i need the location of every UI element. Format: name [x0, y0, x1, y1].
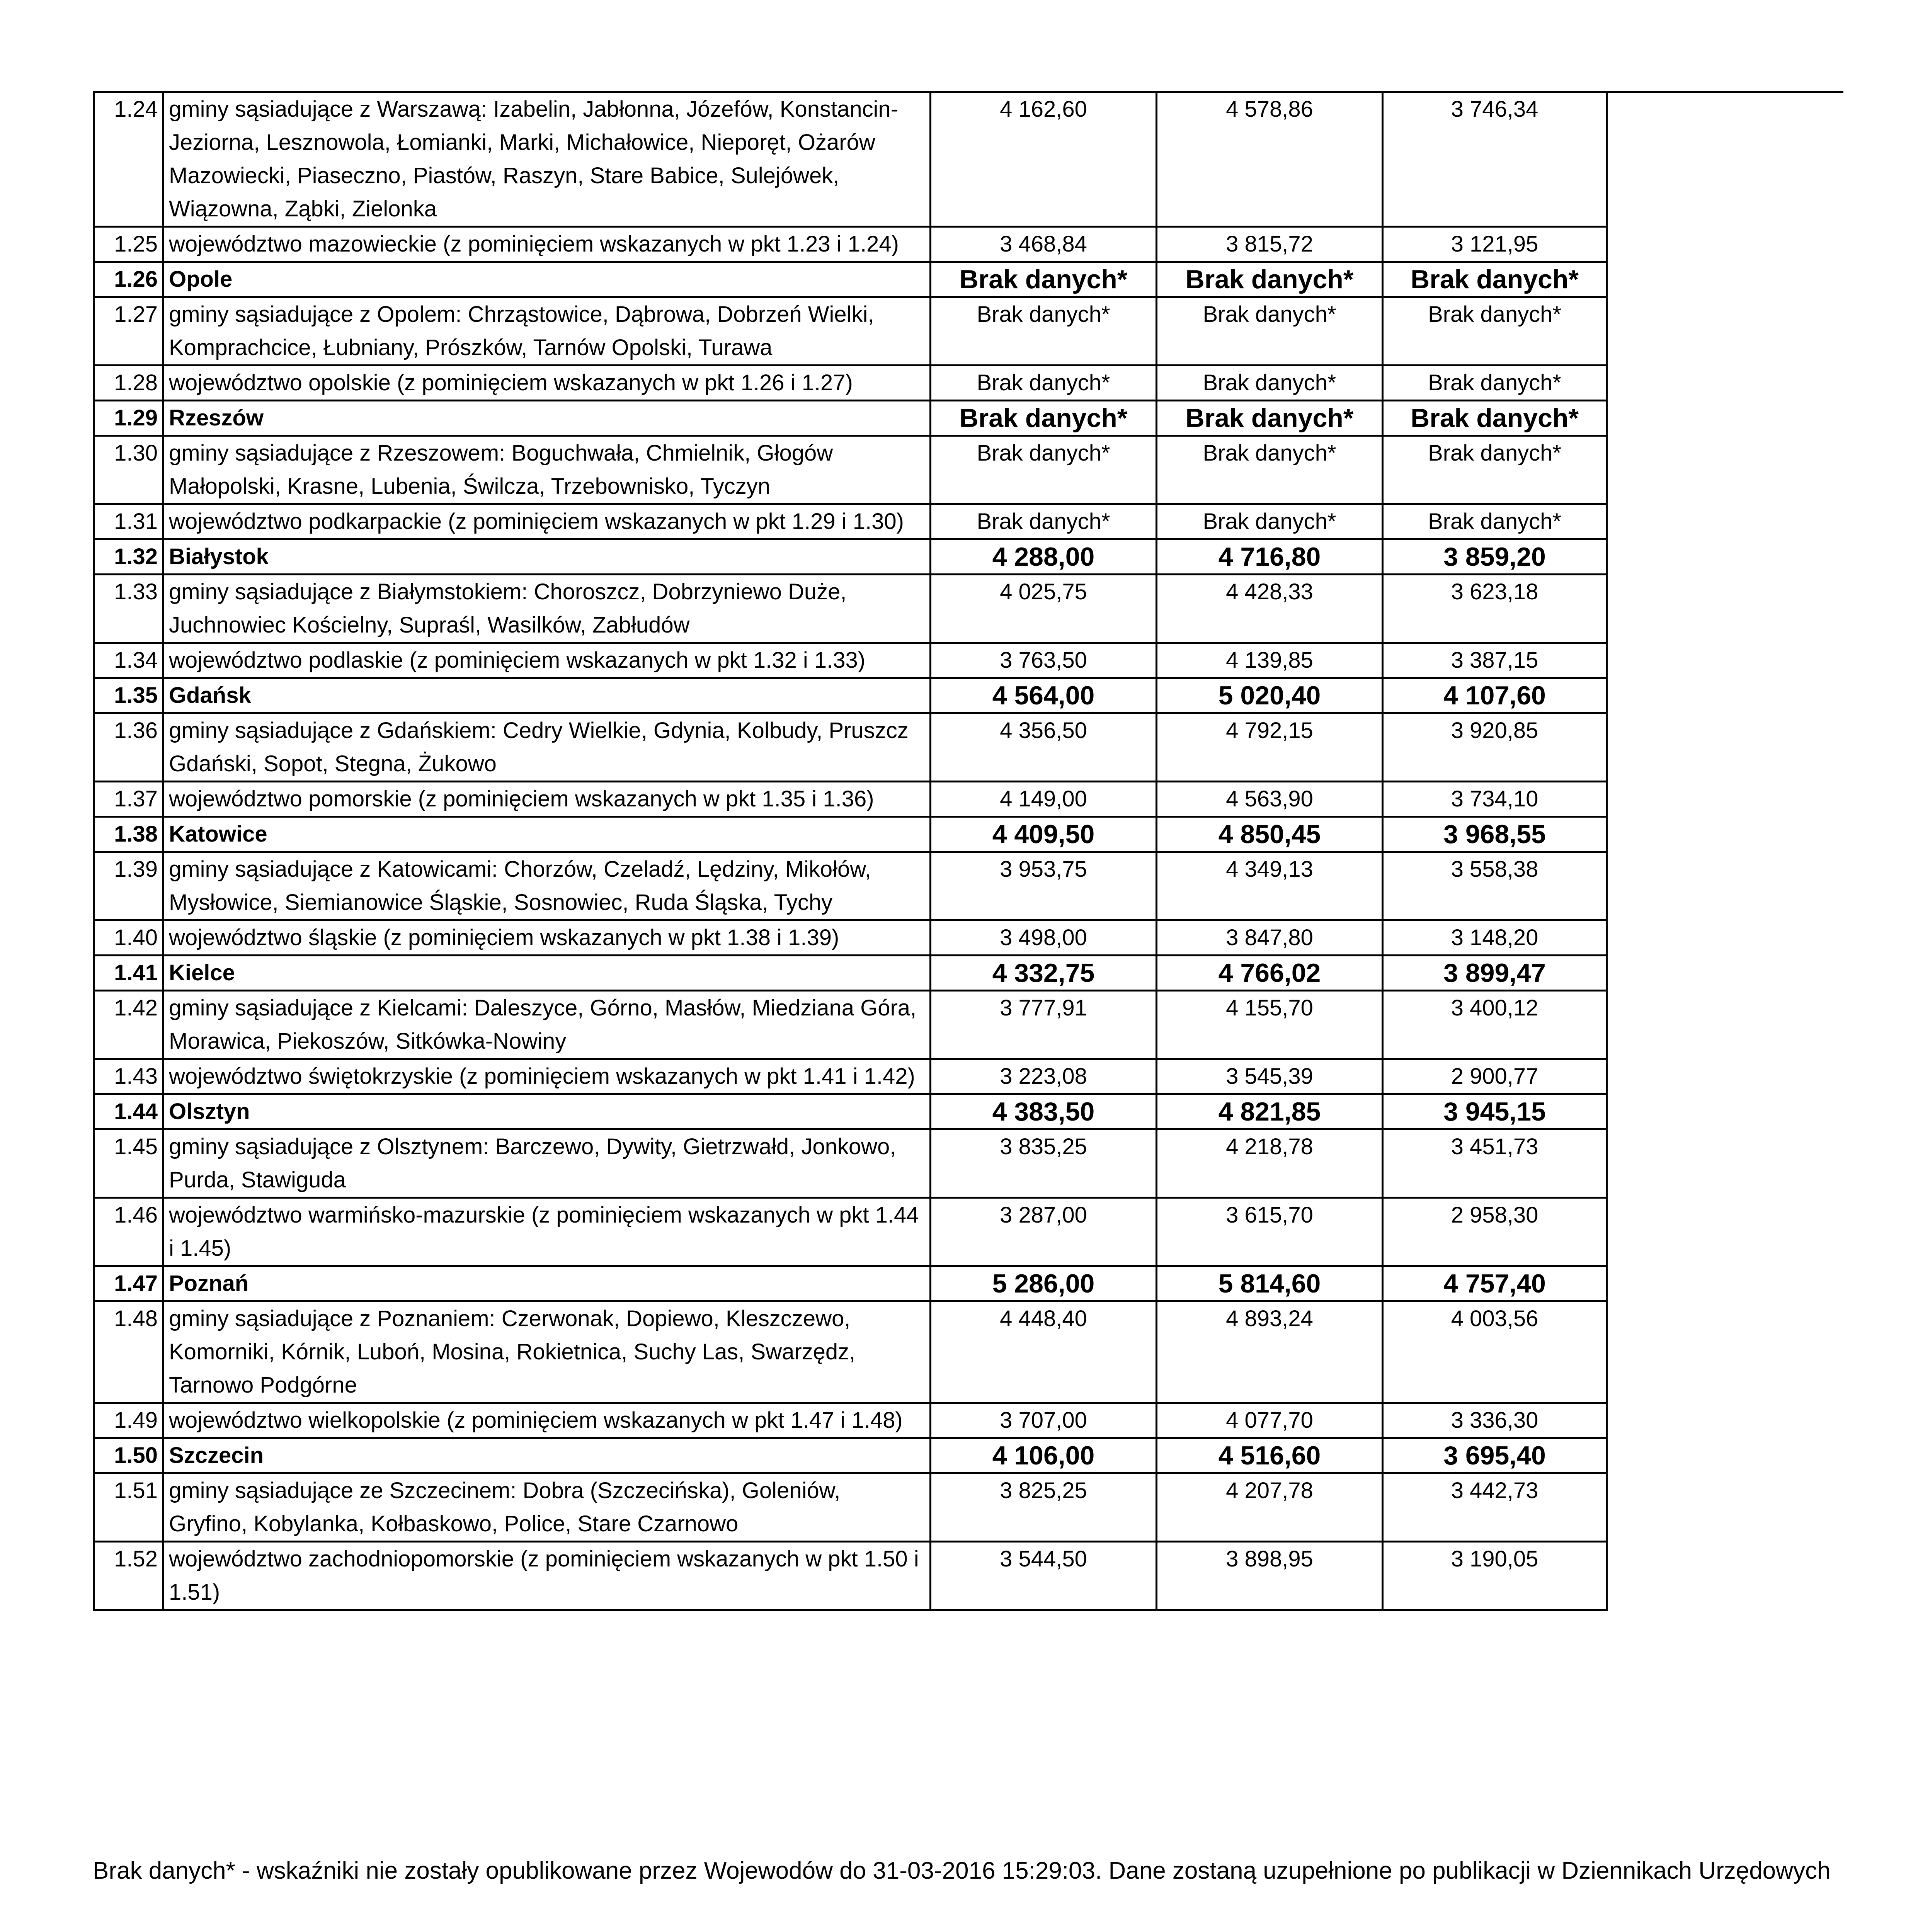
value-col-1: Brak danych* [931, 436, 1157, 504]
row-number: 1.31 [94, 504, 163, 539]
value-col-1: Brak danych* [931, 401, 1157, 436]
row-description: województwo świętokrzyskie (z pominięciem wskazanych w pkt 1.41 i 1.42) [163, 1059, 931, 1094]
row-description: Szczecin [163, 1438, 931, 1473]
row-description: gminy sąsiadujące ze Szczecinem: Dobra (Szczecińska), Goleniów, Gryfino, Kobylanka, Kołbaskowo, Police, Stare Czarnowo [163, 1473, 931, 1542]
table-row [94, 1198, 1607, 1266]
value-col-1: 4 025,75 [931, 575, 1157, 643]
value-col-2: 3 615,70 [1157, 1198, 1383, 1266]
value-col-2: 4 218,78 [1157, 1129, 1383, 1198]
row-description: województwo mazowieckie (z pominięciem wskazanych w pkt 1.23 i 1.24) [163, 227, 931, 262]
row-number: 1.51 [94, 1473, 163, 1542]
row-description: województwo wielkopolskie (z pominięciem wskazanych w pkt 1.47 i 1.48) [163, 1403, 931, 1438]
table-row [94, 1059, 1607, 1094]
row-number: 1.34 [94, 643, 163, 678]
value-col-2: Brak danych* [1157, 366, 1383, 401]
value-col-1: 4 288,00 [931, 539, 1157, 575]
value-col-1: Brak danych* [931, 504, 1157, 539]
value-col-3: 4 003,56 [1383, 1301, 1607, 1403]
row-number: 1.43 [94, 1059, 163, 1094]
value-col-2: 4 349,13 [1157, 852, 1383, 920]
row-number: 1.29 [94, 401, 163, 436]
value-col-3: 4 107,60 [1383, 678, 1607, 713]
value-col-1: Brak danych* [931, 262, 1157, 297]
row-description: gminy sąsiadujące z Białymstokiem: Choroszcz, Dobrzyniewo Duże, Juchnowiec Kościelny, Supraśl, Wasilków, Zabłudów [163, 575, 931, 643]
table-row [94, 1094, 1607, 1129]
row-description: województwo pomorskie (z pominięciem wskazanych w pkt 1.35 i 1.36) [163, 782, 931, 817]
value-col-3: 3 387,15 [1383, 643, 1607, 678]
row-description: województwo podlaskie (z pominięciem wskazanych w pkt 1.32 i 1.33) [163, 643, 931, 678]
value-col-3: 3 336,30 [1383, 1403, 1607, 1438]
value-col-2: 3 545,39 [1157, 1059, 1383, 1094]
row-description: województwo podkarpackie (z pominięciem wskazanych w pkt 1.29 i 1.30) [163, 504, 931, 539]
row-number: 1.24 [94, 92, 163, 227]
value-col-3: Brak danych* [1383, 436, 1607, 504]
value-col-3: 3 623,18 [1383, 575, 1607, 643]
value-col-2: 5 020,40 [1157, 678, 1383, 713]
row-number: 1.44 [94, 1094, 163, 1129]
table-row [94, 1129, 1607, 1198]
value-col-2: 4 716,80 [1157, 539, 1383, 575]
value-col-1: Brak danych* [931, 366, 1157, 401]
row-number: 1.33 [94, 575, 163, 643]
value-col-3: 2 958,30 [1383, 1198, 1607, 1266]
value-col-3: 3 968,55 [1383, 817, 1607, 852]
row-number: 1.40 [94, 920, 163, 956]
row-number: 1.45 [94, 1129, 163, 1198]
value-col-1: 5 286,00 [931, 1266, 1157, 1301]
value-col-3: 3 746,34 [1383, 92, 1607, 227]
row-number: 1.36 [94, 713, 163, 782]
row-number: 1.48 [94, 1301, 163, 1403]
row-description: gminy sąsiadujące z Gdańskiem: Cedry Wielkie, Gdynia, Kolbudy, Pruszcz Gdański, Sopot, Stegna, Żukowo [163, 713, 931, 782]
value-col-1: 3 763,50 [931, 643, 1157, 678]
row-description: województwo opolskie (z pominięciem wskazanych w pkt 1.26 i 1.27) [163, 366, 931, 401]
value-col-3: 3 859,20 [1383, 539, 1607, 575]
row-description: gminy sąsiadujące z Katowicami: Chorzów, Czeladź, Lędziny, Mikołów, Mysłowice, Siemianowice Śląskie, Sosnowiec, Ruda Śląska, Tychy [163, 852, 931, 920]
row-number: 1.28 [94, 366, 163, 401]
value-col-1: 3 835,25 [931, 1129, 1157, 1198]
footnote: Brak danych* - wskaźniki nie zostały opublikowane przez Wojewodów do 31-03-2016 15:29:03. Dane zostaną uzupełnione po publikacji w Dziennikach Urzędowych [93, 1857, 1831, 1884]
table-row [94, 401, 1607, 436]
value-col-3: 3 920,85 [1383, 713, 1607, 782]
row-number: 1.35 [94, 678, 163, 713]
price-index-table [93, 91, 1608, 1611]
value-col-3: 2 900,77 [1383, 1059, 1607, 1094]
value-col-2: 4 428,33 [1157, 575, 1383, 643]
table-row [94, 1301, 1607, 1403]
row-description: Poznań [163, 1266, 931, 1301]
row-number: 1.39 [94, 852, 163, 920]
table-row [94, 817, 1607, 852]
value-col-2: 4 850,45 [1157, 817, 1383, 852]
value-col-1: 3 825,25 [931, 1473, 1157, 1542]
table-row [94, 991, 1607, 1059]
value-col-1: 4 383,50 [931, 1094, 1157, 1129]
value-col-3: 3 190,05 [1383, 1542, 1607, 1610]
row-description: gminy sąsiadujące z Warszawą: Izabelin, Jabłonna, Józefów, Konstancin-Jeziorna, Lesznowola, Łomianki, Marki, Michałowice, Nieporęt, Ożarów Mazowiecki, Piaseczno, Piastów, Raszyn, Stare Babice, Sulejówek, Wiązowna, Ząbki, Zielonka [163, 92, 931, 227]
value-col-2: Brak danych* [1157, 401, 1383, 436]
row-description: województwo zachodniopomorskie (z pominięciem wskazanych w pkt 1.50 i 1.51) [163, 1542, 931, 1610]
row-number: 1.25 [94, 227, 163, 262]
value-col-2: 4 578,86 [1157, 92, 1383, 227]
value-col-1: 3 468,84 [931, 227, 1157, 262]
value-col-1: 4 106,00 [931, 1438, 1157, 1473]
table-row [94, 575, 1607, 643]
value-col-2: 3 898,95 [1157, 1542, 1383, 1610]
value-col-2: Brak danych* [1157, 504, 1383, 539]
row-number: 1.37 [94, 782, 163, 817]
table-row [94, 1542, 1607, 1610]
table-row [94, 366, 1607, 401]
table-row [94, 539, 1607, 575]
row-description: Białystok [163, 539, 931, 575]
value-col-2: 3 847,80 [1157, 920, 1383, 956]
value-col-3: Brak danych* [1383, 366, 1607, 401]
value-col-2: 4 207,78 [1157, 1473, 1383, 1542]
value-col-1: 4 162,60 [931, 92, 1157, 227]
value-col-1: 4 409,50 [931, 817, 1157, 852]
value-col-2: 4 155,70 [1157, 991, 1383, 1059]
table-row [94, 852, 1607, 920]
row-description: gminy sąsiadujące z Opolem: Chrząstowice, Dąbrowa, Dobrzeń Wielki, Komprachcice, Łubniany, Prószków, Tarnów Opolski, Turawa [163, 297, 931, 366]
value-col-2: Brak danych* [1157, 262, 1383, 297]
row-number: 1.32 [94, 539, 163, 575]
value-col-1: 3 544,50 [931, 1542, 1157, 1610]
row-number: 1.30 [94, 436, 163, 504]
row-number: 1.52 [94, 1542, 163, 1610]
row-description: gminy sąsiadujące z Poznaniem: Czerwonak, Dopiewo, Kleszczewo, Komorniki, Kórnik, Luboń, Mosina, Rokietnica, Suchy Las, Swarzędz, Tarnowo Podgórne [163, 1301, 931, 1403]
table-row [94, 1438, 1607, 1473]
table-body [94, 92, 1607, 1610]
value-col-1: 3 953,75 [931, 852, 1157, 920]
table-row [94, 1266, 1607, 1301]
value-col-2: 4 766,02 [1157, 956, 1383, 991]
table-row [94, 262, 1607, 297]
table-row [94, 713, 1607, 782]
value-col-2: 4 821,85 [1157, 1094, 1383, 1129]
row-number: 1.42 [94, 991, 163, 1059]
row-description: województwo warmińsko-mazurskie (z pominięciem wskazanych w pkt 1.44 i 1.45) [163, 1198, 931, 1266]
value-col-3: 3 899,47 [1383, 956, 1607, 991]
value-col-3: 3 451,73 [1383, 1129, 1607, 1198]
row-number: 1.50 [94, 1438, 163, 1473]
table-row [94, 956, 1607, 991]
table-row [94, 643, 1607, 678]
value-col-2: 4 139,85 [1157, 643, 1383, 678]
row-description: województwo śląskie (z pominięciem wskazanych w pkt 1.38 i 1.39) [163, 920, 931, 956]
value-col-2: 4 563,90 [1157, 782, 1383, 817]
value-col-2: 4 516,60 [1157, 1438, 1383, 1473]
table-row [94, 92, 1607, 227]
value-col-3: Brak danych* [1383, 401, 1607, 436]
value-col-2: 4 893,24 [1157, 1301, 1383, 1403]
table-row [94, 1403, 1607, 1438]
row-description: Kielce [163, 956, 931, 991]
value-col-3: Brak danych* [1383, 297, 1607, 366]
table-row [94, 1473, 1607, 1542]
value-col-3: 3 734,10 [1383, 782, 1607, 817]
value-col-3: 3 400,12 [1383, 991, 1607, 1059]
value-col-3: 3 148,20 [1383, 920, 1607, 956]
value-col-2: 5 814,60 [1157, 1266, 1383, 1301]
value-col-3: Brak danych* [1383, 504, 1607, 539]
value-col-2: 4 077,70 [1157, 1403, 1383, 1438]
row-description: Opole [163, 262, 931, 297]
table-row [94, 297, 1607, 366]
table-row [94, 227, 1607, 262]
row-number: 1.49 [94, 1403, 163, 1438]
table-row [94, 436, 1607, 504]
value-col-2: 4 792,15 [1157, 713, 1383, 782]
row-number: 1.41 [94, 956, 163, 991]
value-col-3: 3 558,38 [1383, 852, 1607, 920]
table-row [94, 504, 1607, 539]
row-description: gminy sąsiadujące z Kielcami: Daleszyce, Górno, Masłów, Miedziana Góra, Morawica, Piekoszów, Sitkówka-Nowiny [163, 991, 931, 1059]
value-col-1: 3 498,00 [931, 920, 1157, 956]
row-number: 1.47 [94, 1266, 163, 1301]
value-col-2: 3 815,72 [1157, 227, 1383, 262]
row-description: Katowice [163, 817, 931, 852]
table-row [94, 678, 1607, 713]
row-number: 1.46 [94, 1198, 163, 1266]
row-description: gminy sąsiadujące z Rzeszowem: Boguchwała, Chmielnik, Głogów Małopolski, Krasne, Lubenia, Świlcza, Trzebownisko, Tyczyn [163, 436, 931, 504]
value-col-1: Brak danych* [931, 297, 1157, 366]
value-col-1: 4 356,50 [931, 713, 1157, 782]
value-col-3: 3 442,73 [1383, 1473, 1607, 1542]
table-row [94, 782, 1607, 817]
row-number: 1.26 [94, 262, 163, 297]
row-description: Rzeszów [163, 401, 931, 436]
table-row [94, 920, 1607, 956]
value-col-3: 4 757,40 [1383, 1266, 1607, 1301]
value-col-3: 3 695,40 [1383, 1438, 1607, 1473]
value-col-1: 3 287,00 [931, 1198, 1157, 1266]
row-number: 1.38 [94, 817, 163, 852]
value-col-1: 4 149,00 [931, 782, 1157, 817]
value-col-1: 3 707,00 [931, 1403, 1157, 1438]
row-description: Gdańsk [163, 678, 931, 713]
value-col-1: 4 448,40 [931, 1301, 1157, 1403]
value-col-1: 4 332,75 [931, 956, 1157, 991]
value-col-3: 3 945,15 [1383, 1094, 1607, 1129]
value-col-3: 3 121,95 [1383, 227, 1607, 262]
row-description: gminy sąsiadujące z Olsztynem: Barczewo, Dywity, Gietrzwałd, Jonkowo, Purda, Stawiguda [163, 1129, 931, 1198]
value-col-1: 4 564,00 [931, 678, 1157, 713]
value-col-1: 3 223,08 [931, 1059, 1157, 1094]
value-col-1: 3 777,91 [931, 991, 1157, 1059]
row-description: Olsztyn [163, 1094, 931, 1129]
value-col-2: Brak danych* [1157, 297, 1383, 366]
value-col-2: Brak danych* [1157, 436, 1383, 504]
value-col-3: Brak danych* [1383, 262, 1607, 297]
row-number: 1.27 [94, 297, 163, 366]
